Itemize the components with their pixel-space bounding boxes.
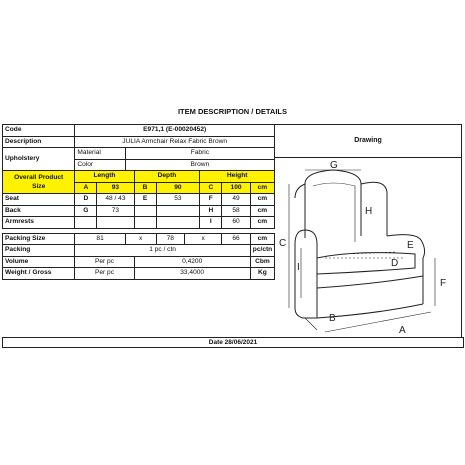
i-unit: cm	[250, 217, 274, 229]
armrests-row	[3, 217, 275, 229]
date-footer: Date 28/06/2021	[2, 337, 464, 348]
letter-h: H	[365, 206, 373, 217]
weight-per-pc: Per pc	[75, 268, 134, 280]
g-value: 73	[97, 205, 134, 217]
pack-x-1: x	[125, 233, 156, 245]
pack-unit: cm	[250, 233, 274, 245]
material-row	[3, 148, 275, 160]
pack-length: 81	[75, 233, 125, 245]
weight-value: 33,4000	[134, 268, 250, 280]
seat-label: Seat	[3, 194, 75, 206]
spec-sheet	[2, 124, 462, 346]
b-value: 90	[156, 182, 200, 194]
f-unit: cm	[250, 194, 274, 206]
pack-x-2: x	[185, 233, 222, 245]
overall-size-label	[3, 171, 75, 194]
a-value: 93	[97, 182, 134, 194]
description-row	[3, 136, 275, 148]
arm-empty-4	[156, 217, 200, 229]
chair-inner-back	[313, 183, 355, 242]
back-label: Back	[3, 205, 75, 217]
material-value: Fabric	[125, 148, 274, 160]
chair-base-top	[317, 274, 423, 288]
volume-label: Volume	[3, 256, 75, 268]
e-letter: E	[134, 194, 156, 206]
packing-unit: pc/ctn	[250, 245, 274, 257]
chair-left-arm	[295, 230, 317, 318]
armrests-label: Armrests	[3, 217, 75, 229]
arm-empty-1	[75, 217, 97, 229]
b-letter: B	[134, 182, 156, 194]
a-letter: A	[75, 182, 97, 194]
page-title: ITEM DESCRIPTION / DETAILS	[177, 107, 288, 116]
h-letter: H	[200, 205, 222, 217]
volume-per-pc: Per pc	[75, 256, 134, 268]
f-value: 49	[222, 194, 251, 206]
letter-i: I	[297, 262, 300, 273]
letter-c: C	[279, 238, 287, 249]
letter-b: B	[329, 313, 336, 324]
arm-empty-2	[97, 217, 134, 229]
color-label: Color	[75, 159, 125, 171]
chair-back-outline	[305, 170, 361, 236]
packing-row	[3, 245, 275, 257]
f-letter: F	[200, 194, 222, 206]
volume-unit: Cbm	[250, 256, 274, 268]
chair-wing-left	[295, 184, 305, 198]
code-row	[3, 125, 275, 137]
packing-size-label: Packing Size	[3, 233, 75, 245]
h-value: 58	[222, 205, 251, 217]
drawing-title: Drawing	[275, 125, 461, 158]
dim-line-a	[325, 312, 431, 332]
material-label: Material	[75, 148, 125, 160]
packing-value: 1 pc / ctn	[75, 245, 250, 257]
letter-e: E	[407, 240, 414, 251]
color-value: Brown	[125, 159, 274, 171]
letter-d: D	[391, 258, 399, 269]
packing-size-row	[3, 233, 275, 245]
description-label: Description	[3, 136, 75, 148]
spec-table	[2, 124, 275, 280]
description-value: JULIA Armchair Relax Fabric Brown	[75, 136, 275, 148]
d-value: 48 / 43	[97, 194, 134, 206]
d-letter: D	[75, 194, 97, 206]
length-header: Length	[75, 171, 134, 183]
packing-label: Packing	[3, 245, 75, 257]
volume-value: 0,4200	[134, 256, 250, 268]
chair-seat	[317, 253, 415, 274]
letter-f: F	[440, 278, 447, 289]
pack-width: 78	[156, 233, 185, 245]
weight-unit: Kg	[250, 268, 274, 280]
back-empty-1	[134, 205, 156, 217]
overall-header-row	[3, 171, 275, 183]
code-label: Code	[3, 125, 75, 137]
c-letter: C	[200, 182, 222, 194]
i-value: 60	[222, 217, 251, 229]
drawing-panel	[275, 124, 462, 338]
depth-header: Depth	[134, 171, 200, 183]
volume-row	[3, 256, 275, 268]
g-letter: G	[75, 205, 97, 217]
letter-a: A	[399, 325, 406, 336]
height-header: Height	[200, 171, 275, 183]
i-letter: I	[200, 217, 222, 229]
overall-label-line2: Size	[32, 183, 46, 190]
c-value: 100	[222, 182, 251, 194]
overall-label-line1: Overall Product	[14, 174, 64, 181]
arm-empty-3	[134, 217, 156, 229]
seat-row	[3, 194, 275, 206]
pack-height: 66	[222, 233, 251, 245]
armchair-drawing	[275, 158, 461, 336]
weight-row	[3, 268, 275, 280]
c-unit: cm	[250, 182, 274, 194]
back-empty-2	[156, 205, 200, 217]
chair-left-arm-front	[295, 244, 317, 318]
back-row	[3, 205, 275, 217]
h-unit: cm	[250, 205, 274, 217]
letter-g: G	[330, 160, 338, 171]
code-value: E971,1 (E-00020452)	[75, 125, 275, 137]
weight-label: Weight / Gross	[3, 268, 75, 280]
upholstery-label: Upholstery	[3, 148, 75, 171]
dim-line-b	[305, 318, 317, 330]
e-value: 53	[156, 194, 200, 206]
